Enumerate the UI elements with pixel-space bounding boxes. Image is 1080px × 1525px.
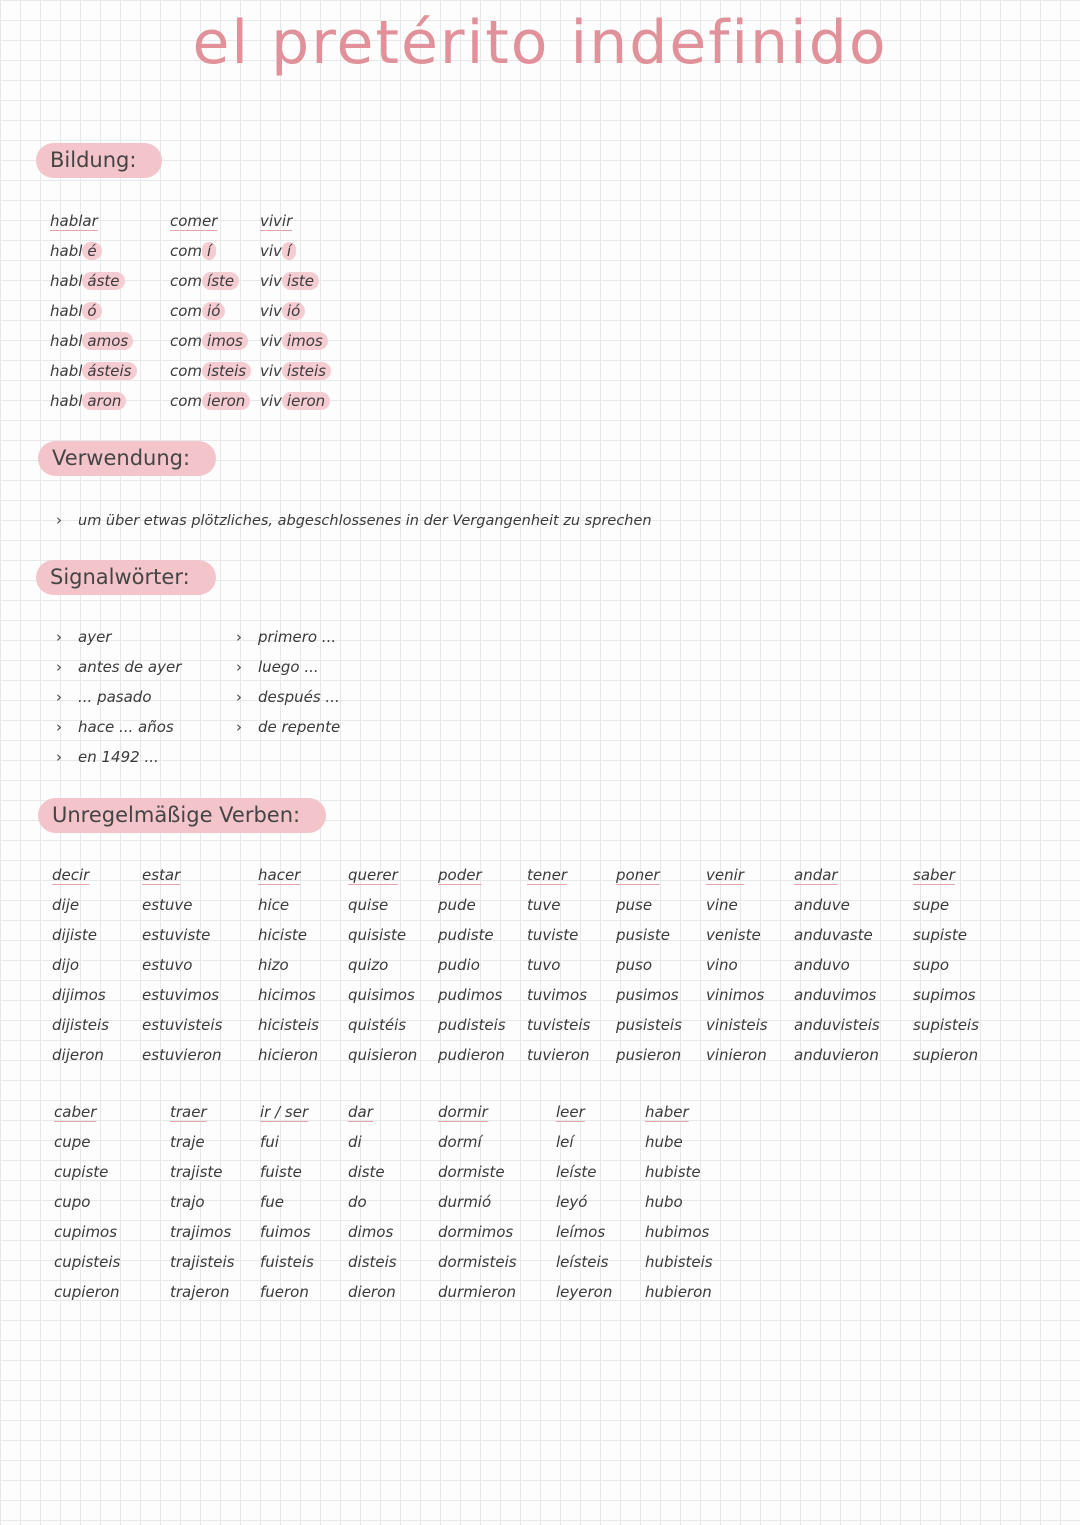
verb-form: fue (260, 1193, 285, 1211)
verb-form (260, 236, 331, 266)
verb-form: pudieron (438, 1046, 505, 1064)
verb-stem: viv (260, 332, 282, 350)
verb-form (170, 236, 251, 266)
verb-form: supe (913, 896, 950, 914)
verb-form: pusiste (616, 926, 670, 944)
signal-word: ayer (78, 628, 112, 646)
verb-form (50, 236, 137, 266)
verb-ending: iste (282, 272, 319, 290)
signal-list-right (236, 622, 340, 742)
verb-form: do (348, 1193, 367, 1211)
irregular-verb-column (556, 1097, 612, 1307)
verb-ending: í (282, 242, 296, 260)
verb-infinitive: haber (645, 1103, 689, 1121)
verb-form: leyó (556, 1193, 588, 1211)
verb-form: cupo (54, 1193, 91, 1211)
signal-word: después ... (258, 688, 340, 706)
verb-infinitive: estar (142, 866, 181, 884)
verb-form: quisimos (348, 986, 415, 1004)
verb-ending: imos (202, 332, 248, 350)
verb-form: estuvieron (142, 1046, 222, 1064)
arrow-icon: › (236, 688, 242, 706)
verb-stem: com (170, 392, 203, 410)
verb-infinitive: ir / ser (260, 1103, 309, 1121)
verb-form: estuvo (142, 956, 193, 974)
verb-form: hube (645, 1133, 683, 1151)
irregular-verb-column (170, 1097, 234, 1307)
verb-form: fuimos (260, 1223, 311, 1241)
verb-infinitive: hacer (258, 866, 301, 884)
verb-form: pusieron (616, 1046, 682, 1064)
signal-word: en 1492 ... (78, 748, 159, 766)
verb-form: dormimos (438, 1223, 514, 1241)
verb-infinitive: leer (556, 1103, 585, 1121)
verb-form: quizo (348, 956, 389, 974)
verb-form: tuvieron (527, 1046, 590, 1064)
verb-ending: ásteis (82, 362, 136, 380)
verb-ending: ieron (282, 392, 330, 410)
verb-form (260, 356, 331, 386)
usage-line (56, 505, 652, 535)
verb-form (50, 356, 137, 386)
arrow-icon: › (56, 688, 62, 706)
arrow-icon: › (56, 511, 62, 529)
verb-form: pusimos (616, 986, 679, 1004)
page-title: el pretérito indefinido (192, 8, 888, 78)
verb-infinitive: querer (348, 866, 398, 884)
verb-form: supo (913, 956, 950, 974)
signal-list-left (56, 622, 181, 772)
verb-form: vine (706, 896, 738, 914)
verb-form: hice (258, 896, 290, 914)
verb-form: leímos (556, 1223, 606, 1241)
verb-form: tuvimos (527, 986, 588, 1004)
verb-form: cupiste (54, 1163, 109, 1181)
verb-ending: isteis (202, 362, 251, 380)
verb-form: trajiste (170, 1163, 223, 1181)
verb-form: leyeron (556, 1283, 613, 1301)
verb-form: anduvieron (794, 1046, 879, 1064)
verb-form: anduve (794, 896, 850, 914)
verb-ending: í (202, 242, 216, 260)
verb-form (170, 356, 251, 386)
verb-form: durmió (438, 1193, 492, 1211)
verb-form: pudimos (438, 986, 503, 1004)
verb-form: hubieron (645, 1283, 712, 1301)
irregular-verb-column (260, 1097, 314, 1307)
conjugation-column (260, 206, 331, 416)
verb-form (170, 386, 251, 416)
verb-form: quisiste (348, 926, 407, 944)
verb-form: puso (616, 956, 653, 974)
verb-form: tuvo (527, 956, 561, 974)
verb-form (50, 296, 137, 326)
verb-stem: habl (50, 242, 83, 260)
verb-form: quisieron (348, 1046, 418, 1064)
signal-word: luego ... (258, 658, 319, 676)
verb-form: hubiste (645, 1163, 701, 1181)
signal-word-item (236, 622, 340, 652)
signal-word: primero ... (258, 628, 337, 646)
verb-form: tuve (527, 896, 561, 914)
verb-form (50, 266, 137, 296)
verb-ending: ió (282, 302, 305, 320)
conjugation-column (170, 206, 251, 416)
verb-form: disteis (348, 1253, 397, 1271)
verb-form: veniste (706, 926, 761, 944)
verb-infinitive: hablar (50, 212, 98, 230)
verb-form: hicimos (258, 986, 316, 1004)
irregular-verb-column (527, 860, 590, 1070)
verb-form: anduvo (794, 956, 850, 974)
signal-word-item (236, 712, 340, 742)
verb-form: hicisteis (258, 1016, 319, 1034)
verb-form: vinieron (706, 1046, 767, 1064)
verb-form: pudio (438, 956, 480, 974)
verb-form: dieron (348, 1283, 396, 1301)
verb-form: fueron (260, 1283, 309, 1301)
verb-stem: habl (50, 302, 83, 320)
verb-stem: com (170, 332, 203, 350)
verb-form: diste (348, 1163, 385, 1181)
verb-form: estuvisteis (142, 1016, 223, 1034)
verb-ending: ieron (202, 392, 250, 410)
irregular-verb-column (54, 1097, 120, 1307)
verb-form: hubimos (645, 1223, 710, 1241)
verb-stem: com (170, 242, 203, 260)
verb-form: dormiste (438, 1163, 505, 1181)
irregular-verb-column (438, 860, 506, 1070)
signal-word: de repente (258, 718, 341, 736)
signal-word-item (56, 652, 181, 682)
verb-form: dormí (438, 1133, 482, 1151)
verb-form: durmieron (438, 1283, 517, 1301)
signal-word-item (236, 682, 340, 712)
verb-ending: áste (82, 272, 124, 290)
verb-form: tuviste (527, 926, 579, 944)
verb-infinitive: tener (527, 866, 568, 884)
signal-word-item (56, 682, 181, 712)
conjugation-column (50, 206, 137, 416)
irregular-verb-column (794, 860, 880, 1070)
irregular-verb-column (348, 860, 417, 1070)
signal-word: hace ... años (78, 718, 174, 736)
arrow-icon: › (56, 748, 62, 766)
verb-stem: viv (260, 362, 282, 380)
verb-form: fuiste (260, 1163, 302, 1181)
signal-word-item (56, 622, 181, 652)
verb-form: supiste (913, 926, 967, 944)
verb-form: pude (438, 896, 476, 914)
arrow-icon: › (236, 658, 242, 676)
verb-infinitive: venir (706, 866, 744, 884)
verb-form: di (348, 1133, 362, 1151)
verb-form: vino (706, 956, 738, 974)
arrow-icon: › (56, 658, 62, 676)
verb-ending: é (82, 242, 101, 260)
verb-infinitive: dormir (438, 1103, 488, 1121)
verb-form: fui (260, 1133, 279, 1151)
irregular-verb-column (913, 860, 979, 1070)
verb-ending: isteis (282, 362, 331, 380)
arrow-icon: › (236, 628, 242, 646)
verb-form: quistéis (348, 1016, 407, 1034)
verb-form: dijiste (52, 926, 97, 944)
heading-verwendung: Verwendung: (38, 441, 216, 476)
heading-signalwoerter: Signalwörter: (36, 560, 216, 595)
verb-form: pusisteis (616, 1016, 682, 1034)
verb-form: anduvisteis (794, 1016, 880, 1034)
verb-stem: habl (50, 362, 83, 380)
verb-infinitive: caber (54, 1103, 97, 1121)
verb-form (260, 296, 331, 326)
irregular-verb-column (52, 860, 109, 1070)
verb-form: quise (348, 896, 389, 914)
verb-form: dijisteis (52, 1016, 109, 1034)
verb-form: cupe (54, 1133, 91, 1151)
irregular-verb-column (348, 1097, 397, 1307)
verb-form (260, 266, 331, 296)
verb-form: trajimos (170, 1223, 232, 1241)
verb-form: trajeron (170, 1283, 230, 1301)
verb-form: pudisteis (438, 1016, 506, 1034)
verb-form: puse (616, 896, 653, 914)
verb-infinitive: comer (170, 212, 218, 230)
verb-form: traje (170, 1133, 205, 1151)
verb-form (50, 326, 137, 356)
verb-form: supieron (913, 1046, 979, 1064)
signal-word: antes de ayer (78, 658, 182, 676)
verb-form: dormisteis (438, 1253, 517, 1271)
verb-form: fuisteis (260, 1253, 314, 1271)
verb-infinitive: poder (438, 866, 482, 884)
verb-form (170, 326, 251, 356)
verb-form: dijeron (52, 1046, 104, 1064)
verb-form (170, 296, 251, 326)
arrow-icon: › (56, 718, 62, 736)
heading-unregelmaessige-verben: Unregelmäßige Verben: (38, 798, 326, 833)
verb-ending: ó (82, 302, 101, 320)
verb-infinitive: dar (348, 1103, 373, 1121)
verb-form: hicieron (258, 1046, 319, 1064)
verb-stem: viv (260, 242, 282, 260)
verb-stem: com (170, 362, 203, 380)
verb-form: cupisteis (54, 1253, 121, 1271)
heading-bildung: Bildung: (36, 143, 162, 178)
verb-infinitive: andar (794, 866, 838, 884)
verb-form: tuvisteis (527, 1016, 591, 1034)
verb-infinitive: saber (913, 866, 955, 884)
verb-form: cupieron (54, 1283, 120, 1301)
verb-form (260, 386, 331, 416)
verb-form: hiciste (258, 926, 308, 944)
verb-form: trajo (170, 1193, 205, 1211)
verb-form: estuve (142, 896, 193, 914)
verb-ending: imos (282, 332, 328, 350)
usage-text: um über etwas plötzliches, abgeschlossenes in der Vergangenheit zu sprechen (78, 513, 652, 529)
verb-form: pudiste (438, 926, 494, 944)
verb-form: hizo (258, 956, 289, 974)
verb-stem: com (170, 272, 203, 290)
verb-ending: amos (82, 332, 133, 350)
arrow-icon: › (236, 718, 242, 736)
verb-stem: habl (50, 272, 83, 290)
verb-form: dijo (52, 956, 80, 974)
verb-form (260, 326, 331, 356)
verb-form: leísteis (556, 1253, 609, 1271)
verb-form: supimos (913, 986, 976, 1004)
verb-ending: aron (82, 392, 126, 410)
verb-stem: viv (260, 272, 282, 290)
verb-form: dije (52, 896, 80, 914)
verb-infinitive: traer (170, 1103, 207, 1121)
verb-stem: viv (260, 302, 282, 320)
verb-stem: com (170, 302, 203, 320)
irregular-verb-column (438, 1097, 517, 1307)
irregular-verb-column (706, 860, 768, 1070)
verb-form (50, 386, 137, 416)
verb-form: supisteis (913, 1016, 979, 1034)
verb-ending: íste (202, 272, 239, 290)
signal-word-item (236, 652, 340, 682)
verb-form: vinimos (706, 986, 765, 1004)
verb-form: anduvaste (794, 926, 873, 944)
verb-form: hubo (645, 1193, 683, 1211)
verb-form: dimos (348, 1223, 394, 1241)
verb-form: vinisteis (706, 1016, 768, 1034)
verb-infinitive: poner (616, 866, 660, 884)
irregular-verb-column (258, 860, 319, 1070)
verb-stem: habl (50, 392, 83, 410)
verb-form (170, 266, 251, 296)
signal-word-item (56, 712, 181, 742)
verb-form: leíste (556, 1163, 597, 1181)
verb-form: dijimos (52, 986, 106, 1004)
verb-form: trajisteis (170, 1253, 235, 1271)
verb-stem: habl (50, 332, 83, 350)
verb-form: leí (556, 1133, 574, 1151)
verb-form: cupimos (54, 1223, 118, 1241)
arrow-icon: › (56, 628, 62, 646)
verb-form: estuvimos (142, 986, 220, 1004)
verb-stem: viv (260, 392, 282, 410)
signal-word-item (56, 742, 181, 772)
verb-ending: ió (202, 302, 225, 320)
irregular-verb-column (616, 860, 682, 1070)
irregular-verb-column (142, 860, 222, 1070)
verb-form: anduvimos (794, 986, 877, 1004)
verb-form: estuviste (142, 926, 211, 944)
verb-form: hubisteis (645, 1253, 713, 1271)
verb-infinitive: decir (52, 866, 90, 884)
irregular-verb-column (645, 1097, 713, 1307)
signal-word: ... pasado (78, 688, 152, 706)
verb-infinitive: vivir (260, 212, 293, 230)
